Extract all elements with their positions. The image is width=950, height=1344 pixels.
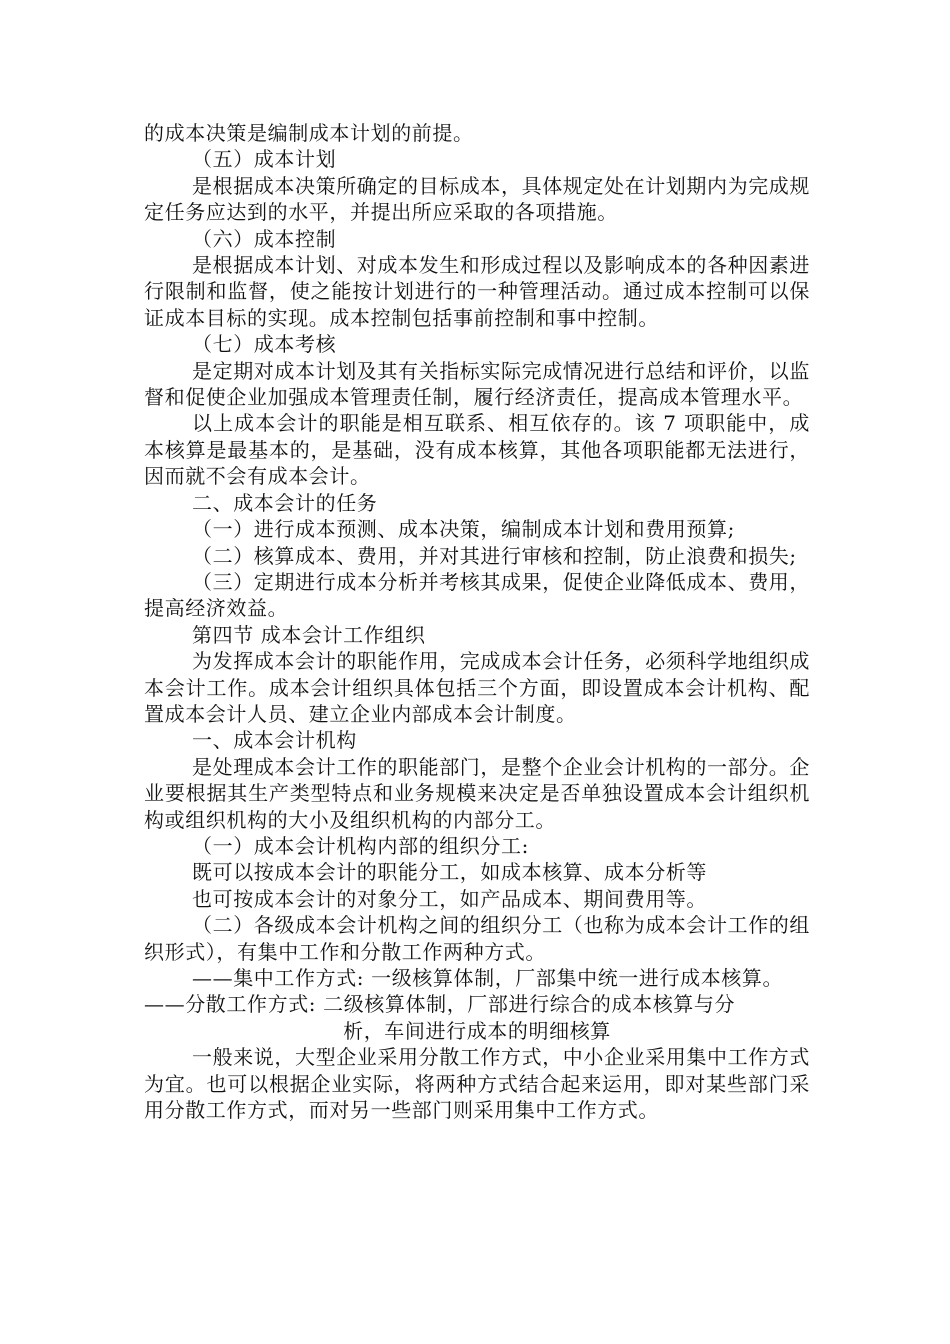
heading-cost-accounting-institution: 一、成本会计机构 bbox=[192, 728, 357, 753]
heading-cost-plan: （五）成本计划 bbox=[192, 147, 337, 172]
paragraph-division-by-function: 既可以按成本会计的职能分工，如成本核算、成本分析等 bbox=[192, 860, 707, 885]
paragraph-cost-control: 是根据成本计划、对成本发生和形成过程以及影响成本的各种因素进行限制和监督，使之能按计划进行的一种管理活动。通过成本控制可以保证成本目标的实现。成本控制包括事前控制和事中控制。 bbox=[144, 253, 810, 330]
paragraph-continuation: 的成本决策是编制成本计划的前提。 bbox=[144, 121, 474, 145]
paragraph-organization-intro: 为发挥成本会计的职能作用，完成成本会计任务，必须科学地组织成本会计工作。成本会计组织具体包括三个方面，即设置成本会计机构、配置成本会计人员、建立企业内部成本会计制度。 bbox=[144, 649, 810, 726]
paragraph-mode-recommendation: 一般来说，大型企业采用分散工作方式，中小企业采用集中工作方式为宜。也可以根据企业实际，将两种方式结合起来运用，即对某些部门采用分散工作方式，而对另一些部门则采用集中工作方式。 bbox=[144, 1045, 810, 1123]
heading-cost-accounting-tasks: 二、成本会计的任务 bbox=[192, 490, 378, 515]
heading-cost-control: （六）成本控制 bbox=[192, 226, 337, 251]
document-page bbox=[144, 120, 810, 1123]
paragraph-decentralized-mode-continued: 析，车间进行成本的明细核算 bbox=[343, 1018, 611, 1043]
paragraph-cost-plan: 是根据成本决策所确定的目标成本，具体规定处在计划期内为完成规定任务应达到的水平，并提出所应采取的各项措施。 bbox=[144, 173, 810, 225]
paragraph-cost-assessment: 是定期对成本计划及其有关指标实际完成情况进行总结和评价，以监督和促使企业加强成本管理责任制，履行经济责任，提高成本管理水平。 bbox=[144, 358, 810, 410]
list-item-task-1: （一）进行成本预测、成本决策，编制成本计划和费用预算; bbox=[192, 517, 735, 542]
list-item-task-3: （三）定期进行成本分析并考核其成果，促使企业降低成本、费用，提高经济效益。 bbox=[144, 569, 810, 621]
paragraph-centralized-mode: ——集中工作方式: 一级核算体制，厂部集中统一进行成本核算。 bbox=[192, 966, 784, 990]
list-item-task-2: （二）核算成本、费用，并对其进行审核和控制，防止浪费和损失; bbox=[192, 543, 797, 568]
list-item-level-division: （二）各级成本会计机构之间的组织分工（也称为成本会计工作的组织形式），有集中工作和分散工作两种方式。 bbox=[144, 913, 810, 964]
list-item-internal-division: （一）成本会计机构内部的组织分工: bbox=[192, 833, 529, 858]
paragraph-functions-summary: 以上成本会计的职能是相互联系、相互依存的。该 7 项职能中，成本核算是最基本的，是基础，没有成本核算，其他各项职能都无法进行，因而就不会有成本会计。 bbox=[144, 411, 810, 489]
heading-section-four: 第四节 成本会计工作组织 bbox=[192, 622, 426, 647]
paragraph-decentralized-mode: ——分散工作方式: 二级核算体制，厂部进行综合的成本核算与分 bbox=[144, 992, 736, 1017]
paragraph-institution-definition: 是处理成本会计工作的职能部门，是整个企业会计机构的一部分。企业要根据其生产类型特点和业务规模来决定是否单独设置成本会计组织机构或组织机构的大小及组织机构的内部分工。 bbox=[144, 754, 810, 832]
paragraph-division-by-object: 也可按成本会计的对象分工，如产品成本、期间费用等。 bbox=[192, 886, 707, 911]
heading-cost-assessment: （七）成本考核 bbox=[192, 332, 337, 357]
